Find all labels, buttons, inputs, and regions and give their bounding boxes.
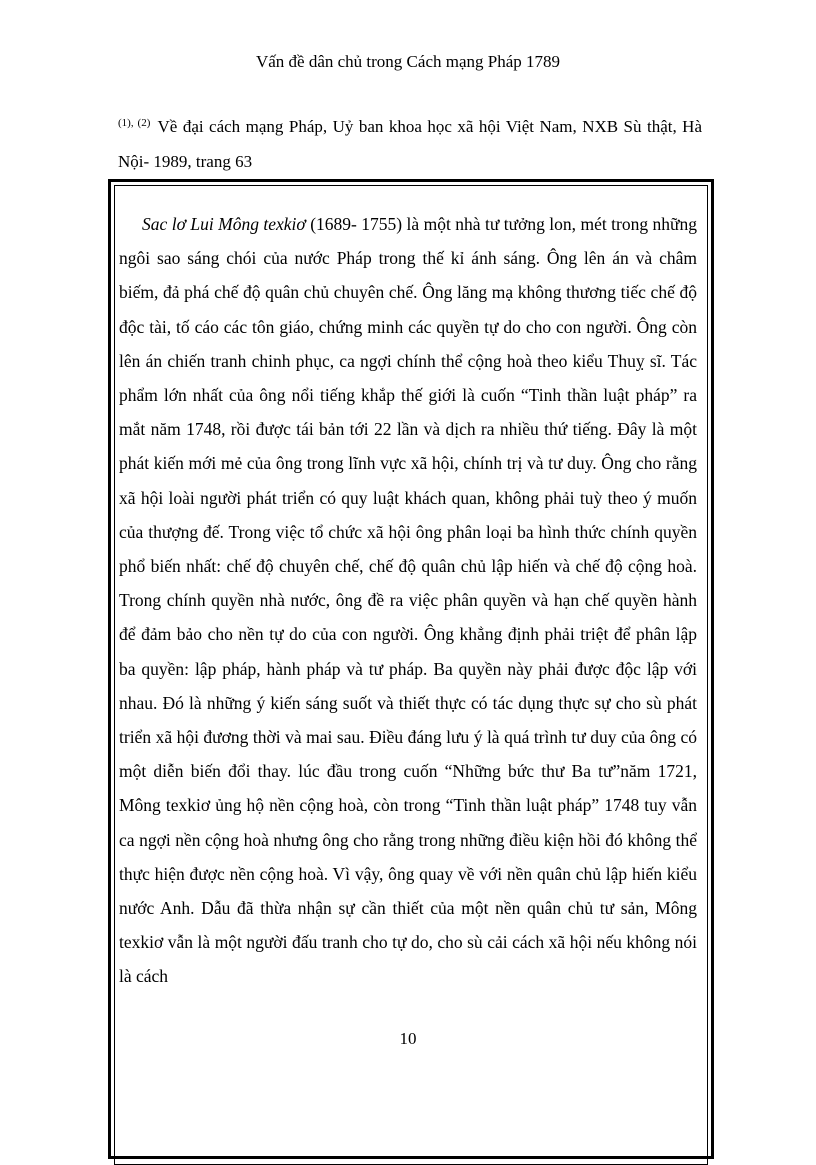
footnote — [118, 109, 702, 179]
paragraph-text: (1689- 1755) là một nhà tư tưởng lon, mét trong những ngôi sao sáng chói của nước Pháp trong thế kỉ ánh sáng. Ông lên án và châm biếm, đả phá chế độ quân chủ chuyên chế. Ông lăng mạ không thương tiếc chế độ độc tài, tố cáo các tôn giáo, chứng minh các quyền tự do cho con người. Ông còn lên án chiến tranh chinh phục, ca ngợi chính thể cộng hoà theo kiểu Thuỵ sĩ. Tác phẩm lớn nhất của ông nổi tiếng khắp thế giới là cuốn “Tinh thần luật pháp” ra mắt năm 1748, rồi được tái bản tới 22 lần và dịch ra nhiều thứ tiếng. Đây là một phát kiến mới mẻ của ông trong lĩnh vực xã hội, chính trị và tư duy. Ông cho rằng xã hội loài người phát triển có quy luật khách quan, không phải tuỳ theo ý muốn của thượng đế. Trong việc tổ chức xã hội ông phân loại ba hình thức chính quyền phổ biến nhất: chế độ chuyên chế, chế độ quân chủ lập hiến và chế độ cộng hoà. Trong chính quyền nhà nước, ông đề ra việc phân quyền và hạn chế quyền hành để đảm bảo cho nền tự do của con người. Ông khẳng định phải triệt để phân lập ba quyền: lập pháp, hành pháp và tư pháp. Ba quyền này phải được độc lập với nhau. Đó là những ý kiến sáng suốt và thiết thực có tác dụng thực sự cho sù phát triển xã hội đương thời và mai sau. Điều đáng lưu ý là quá trình tư duy của ông có một diễn biến đổi thay. lúc đầu trong cuốn “Những bức thư Ba tư”năm 1721, Mông texkiơ ủng hộ nền cộng hoà, còn trong “Tinh thần luật pháp” 1748 tuy vẫn ca ngợi nền cộng hoà nhưng ông cho rằng trong những điều kiện hồi đó không thể thực hiện được nền cộng hoà. Vì vậy, ông quay về với nền quân chủ lập hiến kiểu nước Anh. Dẫu đã thừa nhận sự cần thiết của một nền quân chủ tư sản, Mông texkiơ vẫn là một người đấu tranh cho tự do, cho sù cải cách xã hội nếu không nói là cách — [119, 214, 697, 987]
page-number: 10 — [399, 1029, 417, 1048]
footnote-markers: (1), (2) — [118, 117, 151, 129]
body-text — [119, 207, 697, 994]
page-header-title: Vấn đề dân chủ trong Cách mạng Pháp 1789 — [255, 52, 561, 71]
body-paragraph — [119, 207, 697, 994]
footnote-text: Về đại cách mạng Pháp, Uỷ ban khoa học xã hội Việt Nam, NXB Sù thật, Hà Nội- 1989, trang 63 — [118, 117, 702, 171]
lead-name: Sac lơ Lui Mông texkiơ — [142, 214, 306, 234]
